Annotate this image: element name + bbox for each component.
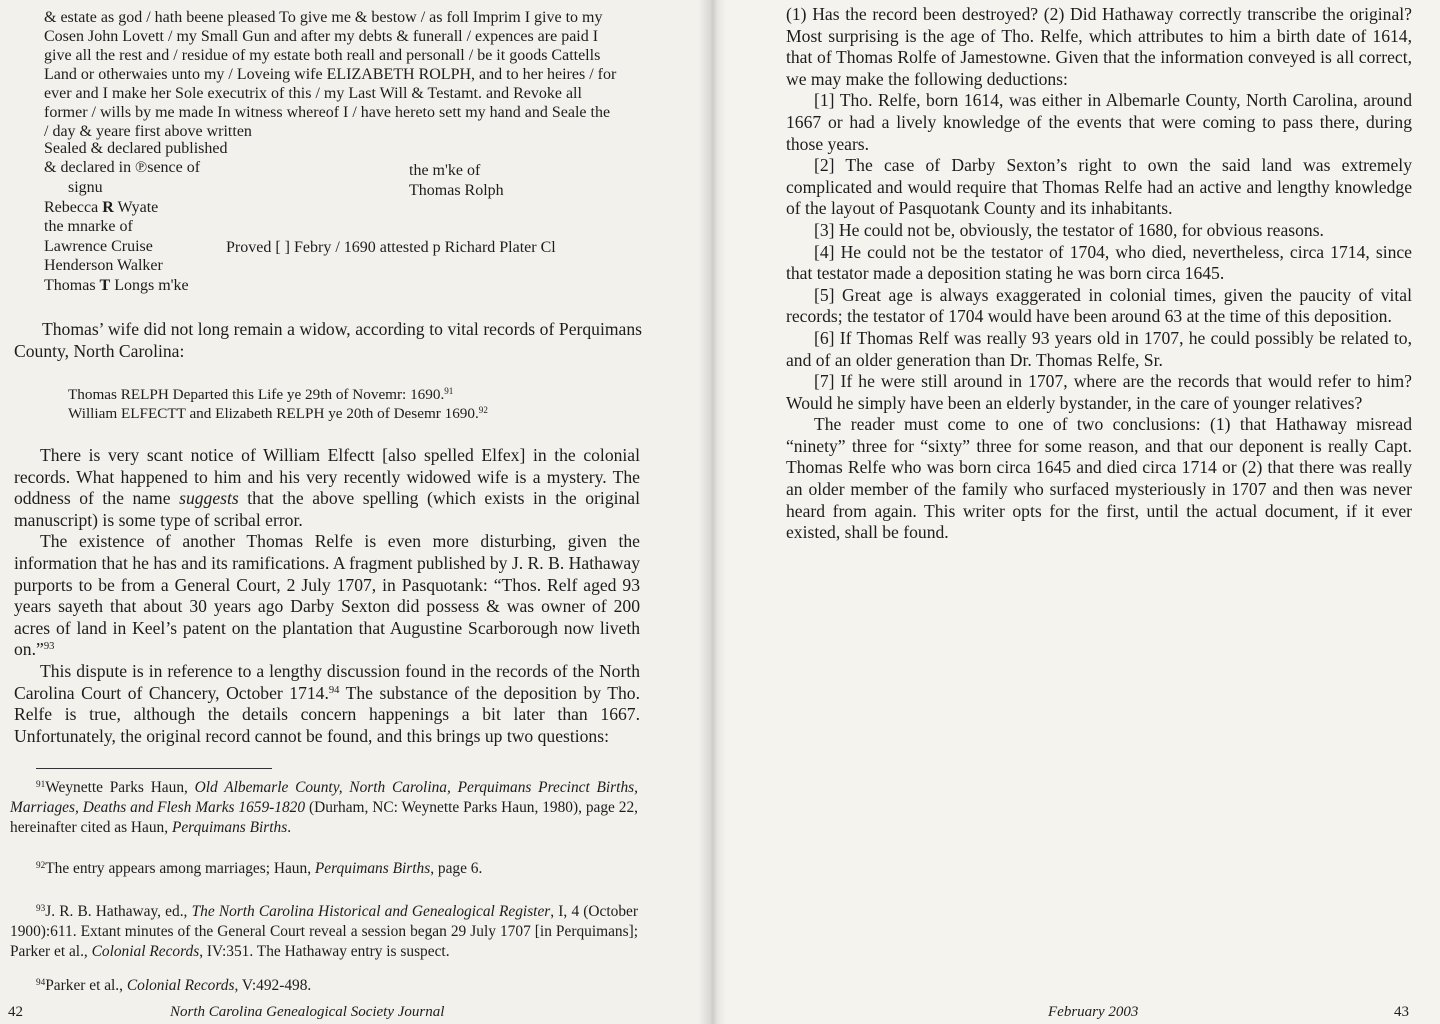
paragraph-text: The substance of the deposition by Tho. Relfe is true, although the details concern happenings a bit later than 1667. Unfortunately, the original record cannot be found, and this brings up two questions: [14, 682, 640, 746]
will-line: & estate as god / hath beene pleased To give me & bestow / as foll Imprim I give to my [44, 9, 603, 26]
left-page [0, 0, 712, 1024]
questions-paragraph: (1) Has the record been destroyed? (2) Did Hathaway correctly transcribe the original? Most surprising is the age of Tho. Relfe, which attributes to him a birth date of 1614, that of Thomas Rolfe of Jamestowne. Given that the information conveyed is all correct, we may make the following deductions: [786, 4, 1412, 89]
footnote-number: 93 [36, 902, 46, 913]
footnote-text: Parker et al., [45, 977, 127, 994]
footnote-text: J. R. B. Hathaway, ed., [45, 903, 192, 920]
will-line: ever and I make her Sole executrix of this / my Last Will & Testamt. and Revoke all [44, 85, 582, 102]
witness-lawrence-cruise: Lawrence Cruise [44, 238, 153, 255]
witness-mark: R [102, 199, 114, 216]
footnote-title: The North Carolina Historical and Genealogical Register [191, 903, 551, 920]
footnote-93 [10, 902, 638, 962]
paragraph-text: that the above spelling (which exists in the original manuscript) is some type of scribal error. [14, 488, 640, 530]
footnote-ref: 92 [478, 404, 488, 415]
main-body-text [14, 445, 640, 747]
will-line: former / wills by me made In witness whereof I / have hereto sett my hand and Seale the [44, 104, 611, 121]
footnote-91: $^{91}$Weynette Parks Haun, Old Albemarle County, North Carolina, Perquimans Precinct Births, Marriages, Deaths and Flesh Marks 1659-1820 (Durham, NC: Weynette Parks Haun, 1980), page 22, hereinafter cited as Haun, Perquimans Births. [10, 778, 638, 836]
footnote-94 [10, 976, 638, 996]
paragraph-text: This dispute is in reference to a lengthy discussion found in the records of the North Carolina Court of Chancery, October 1714. [14, 660, 640, 703]
book-gutter [698, 0, 726, 1024]
vital-record-text: Thomas RELPH Departed this Life ye 29th of Novemr: 1690. [68, 386, 445, 403]
signu-line: signu [68, 179, 103, 196]
paragraph-text: The existence of another Thomas Relfe is even more disturbing, given the information that he has and its ramifications. A fragment published by J. R. B. Hathaway purports to be from a General Court, 2 July 1707, in Pasquotank: “Thos. Relf aged 93 years sayeth that about 30 years ago Darby Sexton did possess & was owner of 200 acres of land in Keel’s patent on the plantation that Augustine Scarborough now liveth on.” [14, 531, 640, 660]
will-line: Land or otherwaies unto my / Loveing wife ELIZABETH ROLPH, and to her heires / for [44, 66, 617, 83]
paragraph-text: There is very scant notice of William Elfectt [also spelled Elfex] in the colonial records. What happened to him and his very recently widowed wife is a mystery. The oddness of the name [14, 445, 640, 509]
testator-mark-line: the m'ke of [409, 162, 481, 179]
will-line: Cosen John Lovett / my Small Gun and after my debts & funerall / expences are paid I [44, 28, 599, 45]
footnote-ref: 91 [444, 385, 454, 396]
conclusion-paragraph: The reader must come to one of two conclusions: (1) that Hathaway misread “ninety” three for “sixty” three for some reason, and that our deponent is really Capt. Thomas Relfe who was born circa 1645 and died circa 1714 or (2) that there was really an older member of the family who surfaced mysteriously in 1707 and then was never heard from again. This writer opts for the first, until the actual document, if it ever existed, shall be found. [786, 414, 1412, 543]
deduction-item: [5] Great age is always exaggerated in colonial times, given the paucity of vital records; the testator of 1704 would have been around 63 at the time of this deposition. [786, 284, 1412, 327]
footnote-text: Weynette Parks Haun, [45, 779, 195, 796]
deduction-item: [3] He could not be, obviously, the testator of 1680, for obvious reasons. [814, 219, 1324, 240]
witness-mark: T [99, 277, 111, 294]
witness-thomas-longs [44, 277, 189, 295]
witness-first-name: Rebecca [44, 199, 99, 216]
footnote-divider [36, 768, 272, 769]
deduction-item: [4] He could not be the testator of 1704, who died, nevertheless, circa 1714, since that testator made a deposition stating he was born circa 1645. [786, 241, 1412, 284]
footnote-ref: 93 [43, 641, 55, 653]
deduction-item: [1] Tho. Relfe, born 1614, was either in Albemarle County, North Carolina, around 1667 or had a lively knowledge of the events that were coming to pass there, during those years. [786, 90, 1412, 154]
vital-record-text: William ELFECTT and Elizabeth RELPH ye 20th of Desemr 1690. [68, 405, 479, 422]
footnote-text: The entry appears among marriages; Haun, [45, 860, 315, 877]
existence-paragraph [14, 531, 640, 661]
will-line: give all the rest and / residue of my estate both reall and personall / be it goods Cattells [44, 47, 601, 64]
footnote-number: 91 [36, 778, 46, 789]
footnote-title: Colonial Records [91, 943, 200, 960]
right-body-text [786, 4, 1412, 544]
footnote-text: , IV:351. The Hathaway entry is suspect. [199, 943, 450, 960]
footnote-title: Perquimans Births [314, 860, 431, 877]
footnote-title: Old Albemarle County, North Carolina, Perquimans Precinct Births, Marriages, Deaths and Flesh Marks 1659-1820 [10, 779, 638, 816]
footnote-text: , page 6. [430, 860, 483, 877]
issue-date: February 2003 [1048, 1004, 1139, 1020]
journal-title: North Carolina Genealogical Society Journal [170, 1004, 445, 1020]
footnote-text: , V:492-498. [234, 977, 312, 994]
footnote-ref: 94 [328, 684, 340, 696]
footnote-text: , I, 4 (October 1900):611. Extant minutes of the General Court reveal a session began 29 July 1707 [in Perquimans]; Parker et al., [10, 903, 638, 960]
mnarke-line: the mnarke of [44, 218, 133, 235]
testator-name: Thomas Rolph [409, 182, 504, 199]
deduction-item: [6] If Thomas Relf was really 93 years old in 1707, he could possibly be related to, and of an older generation than Dr. Thomas Relfe, Sr. [786, 327, 1412, 370]
footnote-title: Perquimans Births [171, 819, 288, 836]
page-number-right: 43 [1394, 1004, 1409, 1020]
footnote-number: 94 [36, 976, 46, 987]
footnote-title: Colonial Records [126, 977, 235, 994]
footnote-text: (Durham, NC: Weynette Parks Haun, 1980), page 22, hereinafter cited as Haun, [10, 799, 638, 836]
page-number-left: 42 [8, 1004, 23, 1020]
witness-last-name: Longs m'ke [114, 277, 189, 294]
italic-word: suggests [179, 488, 239, 509]
witness-last-name: Wyate [117, 199, 159, 216]
dispute-paragraph [14, 661, 640, 747]
proved-line: Proved [ ] Febry / 1690 attested p Richard Plater Cl [226, 239, 556, 256]
sealed-line: Sealed & declared published [44, 140, 228, 157]
footnote-number: 92 [36, 859, 46, 870]
witness-rebecca-wyate [44, 199, 158, 217]
witness-henderson-walker: Henderson Walker [44, 257, 163, 274]
footnote-92 [10, 859, 638, 879]
deduction-item: [2] The case of Darby Sexton’s right to own the said land was extremely complicated and would require that Thomas Relfe had an active and lengthy knowledge of the layout of Pasquotank County and its inhabitants. [786, 155, 1412, 219]
vital-record-marriage [68, 404, 488, 423]
vital-record-death [68, 385, 453, 404]
will-line: / day & yeare first above written [44, 123, 252, 140]
widow-paragraph [14, 319, 642, 362]
declared-line: & declared in ℗sence of [44, 159, 201, 176]
deduction-item: [7] If he were still around in 1707, where are the records that would refer to him? Would he simply have been an elderly bystander, in the care of younger relatives? [786, 371, 1412, 413]
elfectt-paragraph [14, 445, 640, 531]
witness-first-name: Thomas [44, 277, 96, 294]
widow-intro-text: Thomas’ wife did not long remain a widow, according to vital records of Perquimans County, North Carolina: [14, 319, 642, 361]
